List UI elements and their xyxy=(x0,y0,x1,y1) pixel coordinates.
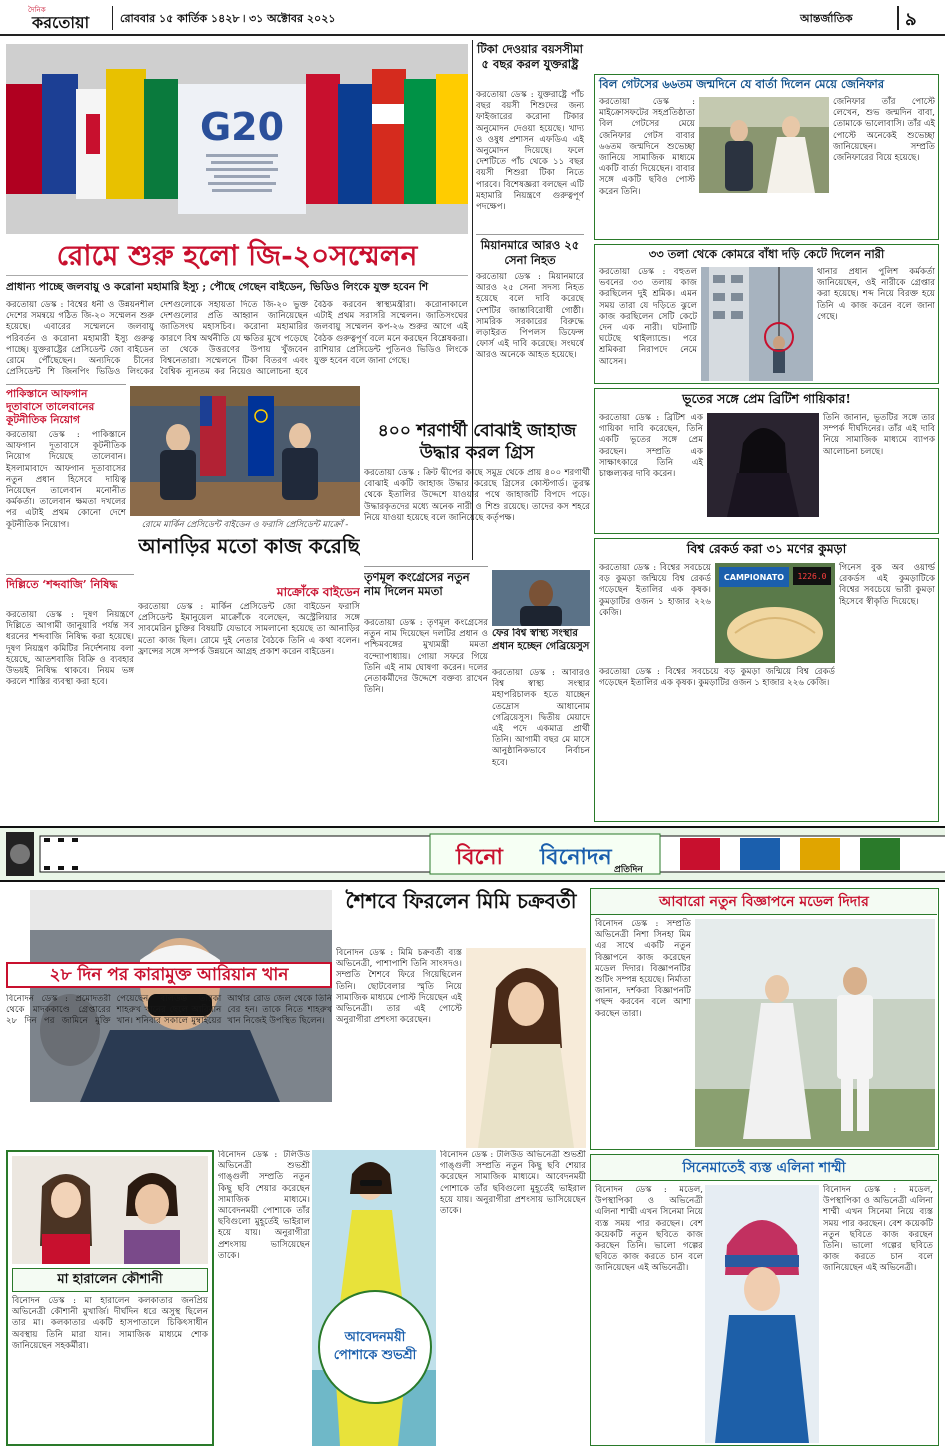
elina-headline: সিনেমাতেই ব্যস্ত এলিনা শাম্মী xyxy=(682,1160,846,1176)
koushani-photo xyxy=(12,1156,208,1264)
billgates-article xyxy=(594,74,939,240)
kolkata-article xyxy=(594,244,939,384)
afghan-article xyxy=(6,384,126,570)
g20-flags-photo xyxy=(6,44,468,234)
elina-body-right: বিনোদন ডেস্ক : মডেল, উপস্থাপিকা ও অভিনেত্রী এলিনা শাম্মী এখন সিনেমা নিয়ে ব্যস্ত সময় পার করছেন। বেশ কয়েকটি নতুন ছবিতে কাজ করছেন তিনি। ভালো গল্পের ছবিতে কাজ করতে চান বলে জানিয়েছেন এই অভিনেত্রী। xyxy=(823,1185,933,1274)
elina-photo xyxy=(705,1185,819,1443)
pumpkin-sign: CAMPIONATO xyxy=(723,573,785,582)
date-line: রোববার ১৫ কার্তিক ১৪২৮ ৷ ৩১ অক্টোবর ২০২১ xyxy=(120,12,336,25)
didar-headline: আবারো নতুন বিজ্ঞাপনে মডেল দিদার xyxy=(659,894,869,910)
g20-badge: G20 xyxy=(199,105,285,149)
ghost-headline: ভূতের সঙ্গে প্রেম ব্রিটিশ গায়িকার! xyxy=(682,391,851,406)
billgates-body-right: জেনিফার তাঁর পোস্টে লেখেন, শুভ জন্মদিন বাবা, তোমাকে ভালোবাসি। তাঁর এই পোস্টে অনেকেই শুভেচ্ছা জানিয়েছেন। সম্প্রতি জেনিফারের বিয়ে হয়েছে। xyxy=(833,97,935,164)
anari-article xyxy=(138,530,360,822)
delhi-article xyxy=(6,574,134,824)
page-number: ৯ xyxy=(905,9,917,30)
myanmar-body: করতোয়া ডেস্ক : মিয়ানমারে আরও ২৫ সেনা সদস্য নিহত হয়েছে বলে দাবি করেছে দেশটির জান্তাবিরোধী গোষ্ঠী। সামরিক সরকারের বিরুদ্ধে লড়াইরত পিপলস ডিফেন্স ফোর্স এই দাবি করেছে। সংঘর্ষে আরও অনেকে আহত হয়েছে। xyxy=(476,272,584,361)
ghost-photo xyxy=(707,413,819,517)
delhi-body: করতোয়া ডেস্ক : দূষণ নিয়ন্ত্রণে দিল্লিতে আগামী জানুয়ারি পর্যন্ত সব ধরনের শব্দবাজি নিষিদ্ধ করা হয়েছে। দূষণ নিয়ন্ত্রণ কমিটির নির্দেশনায় বলা হয়েছে, আতশবাজি বিক্রি ও ব্যবহার উভয়ই নিষিদ্ধ থাকবে। নিয়ম ভঙ্গ করলে শাস্তির ব্যবস্থা করা হবে। xyxy=(6,610,134,688)
mimi-body: বিনোদন ডেস্ক : মিমি চক্রবর্তী ব্যস্ত অভিনেত্রী, পাশাপাশি তিনি সাংসদও। সম্প্রতি শৈশবে ফিরে গিয়েছিলেন তিনি। ছোটবেলার স্মৃতি নিয়ে সামাজিক মাধ্যমে পোস্ট দিয়েছেন এই অভিনেত্রী। তার এই পোস্টে অনুরাগীরা প্রশংসা করেছেন। xyxy=(336,948,462,1026)
shubhashree-body-left: বিনোদন ডেস্ক : টলিউড অভিনেত্রী শুভশ্রী গাঙ্গুলী সম্প্রতি নতুন কিছু ছবি শেয়ার করেছেন সামাজিক মাধ্যমে। আবেদনময়ী পোশাকে তাঁর ছবিগুলো মুহূর্তেই ভাইরাল হয়ে যায়। অনুরাগীরা প্রশংসায় ভাসিয়েছেন তাকে। xyxy=(218,1150,310,1261)
shubhashree-badge xyxy=(318,1290,432,1404)
anari-headline: আনাড়ির মতো কাজ করেছি xyxy=(138,534,360,558)
pumpkin-headline: বিশ্ব রেকর্ড করা ৩১ মণের কুমড়া xyxy=(686,541,847,556)
aryan-headline-box xyxy=(6,962,332,988)
mimi-article xyxy=(336,888,586,1150)
ghost-body-right: তিনি জানান, ভূতটির সঙ্গে তার সম্পর্ক দীর্ঘদিনের। তাঁর এই দাবি নিয়ে সামাজিক মাধ্যমে ব্যাপক আলোচনা চলছে। xyxy=(823,413,935,457)
pumpkin-body-bottom: করতোয়া ডেস্ক : বিশ্বের সবচেয়ে বড় কুমড়া জন্মিয়ে বিশ্ব রেকর্ড গড়েছেন ইতালির এক কৃষক। কুমড়াটির ওজন ১ হাজার ২২৬ কেজি। xyxy=(599,667,835,689)
billgates-photo xyxy=(699,97,829,193)
g20-body-col2: দেশগুলোকে সহায়তা দিতে জি-২০ ভুক্ত দেশগুলোর প্রতি আহ্বান জানিয়েছেন জাতিসংঘ মহাসচিব। করোনা মহামারির কারণে বিশ্ব অর্থনীতি যে ক্ষতির মুখে পড়েছে তা থেকে উত্তরণের উপায় খুঁজবেন বিশ্বনেতারা। সম্মেলনে টিকা বিতরণ এবং বৈশ্বিক ন্যূনতম কর নিয়েও আলোচনা হবে xyxy=(160,300,308,378)
myanmar-article xyxy=(476,234,584,384)
who-headline: ফের বিশ্ব স্বাস্থ্য সংস্থার প্রধান হচ্ছেন গেব্রিয়েসুস xyxy=(492,628,590,652)
didar-body: বিনোদন ডেস্ক : সম্প্রতি অভিনেত্রী নিশা সিনহা মিম এর সাথে একটি নতুন বিজ্ঞাপনে কাজ করেছেন মডেল দিদার। বিজ্ঞাপনটির শুটিং সম্পন্ন হয়েছে। নির্মাতা জানান, দর্শকরা বিজ্ঞাপনটি পছন্দ করবেন বলে আশা করছেন তারা। xyxy=(595,919,691,1019)
aryan-body: বিনোদন ডেস্ক : প্রমোদতরী থেকে মাদককাণ্ডে গ্রেপ্তারের ২৮ দিন পর জামিনে মুক্তি পেয়েছেন বলিউড তারকা শাহরুখ খানের ছেলে আরিয়ান খান। শনিবার সকালে মুম্বাইয়ের আর্থার রোড জেল থেকে তিনি বের হন। তাকে নিতে শাহরুখ খান নিজেই উপস্থিত ছিলেন। xyxy=(6,994,332,1027)
tika-headline: টিকা দেওয়ার বয়সসীমা ৫ বছর করল যুক্তরাষ্ট্র xyxy=(477,42,583,71)
paper-name-small: দৈনিক xyxy=(28,6,46,14)
elina-body-left: বিনোদন ডেস্ক : মডেল, উপস্থাপিকা ও অভিনেত্রী এলিনা শাম্মী এখন সিনেমা নিয়ে ব্যস্ত সময় পার করছেন। বেশ কয়েকটি নতুন ছবিতে কাজ করছেন তিনি। ভালো গল্পের ছবিতে কাজ করতে চান বলে জানিয়েছেন এই অভিনেত্রী। xyxy=(595,1185,703,1274)
anari-subhead: মাক্রোঁকে বাইডেন xyxy=(276,585,360,599)
pumpkin-weight-display: 1226.0 xyxy=(797,572,827,581)
didar-article xyxy=(590,888,939,1150)
who-article xyxy=(492,628,590,822)
g20-headline-box xyxy=(6,238,468,276)
kolkata-body-right: থানার প্রধান পুলিশ কর্মকর্তা জানিয়েছেন, ওই নারীকে গ্রেপ্তার করা হয়েছে। শব্দ নিয়ে বিরক্ত হয়ে তিনি এ কাজ করেন বলে জানা গেছে। xyxy=(817,267,935,322)
banner-sub: প্রতিদিন xyxy=(614,865,643,875)
myanmar-headline: মিয়ানমারে আরও ২৫ সেনা নিহত xyxy=(480,238,580,267)
tika-body: করতোয়া ডেস্ক : যুক্তরাষ্ট্রে পাঁচ বছর বয়সী শিশুদের জন্য ফাইজারের করোনা টিকার অনুমোদন দেওয়া হয়েছে। খাদ্য ও ওষুধ প্রশাসন এফডিএ এই অনুমোদন দিয়েছে। ফলে দেশটিতে পাঁচ থেকে ১১ বছর বয়সী শিশুরা টিকা নিতে পারবে। বিশেষজ্ঞরা বলছেন এটি মহামারি নিয়ন্ত্রণে গুরুত্বপূর্ণ পদক্ষেপ। xyxy=(476,90,584,213)
ghost-body-left: করতোয়া ডেস্ক : ব্রিটিশ এক গায়িকা দাবি করেছেন, তিনি একটি ভূতের সঙ্গে প্রেম করছেন। সম্প্রতি এক সাক্ষাৎকারে তিনি এই চাঞ্চল্যকর দাবি করেন। xyxy=(599,413,703,480)
mimi-photo xyxy=(466,948,586,1148)
g20-body-col1: করতোয়া ডেস্ক : বিশ্বের ধনী ও উন্নয়নশীল দেশের সমন্বয়ে গঠিত জি-২০ সম্মেলন শুরু হয়েছে। এবারের সম্মেলনে জলবায়ু পরিবর্তন ও করোনা মহামারী ইস্যু গুরুত্ব পাচ্ছে। যুক্তরাষ্ট্রের প্রেসিডেন্ট জো বাইডেন রোমে পৌঁছেছেন। অন্যদিকে চীনের প্রেসিডেন্ট শি জিনপিং ভিডিও লিংকের xyxy=(6,300,154,378)
elina-article xyxy=(590,1154,939,1446)
kolkata-body-left: করতোয়া ডেস্ক : বহুতল ভবনের ৩৩ তলায় কাজ করছিলেন দুই শ্রমিক। এমন সময় তারা যে দড়িতে ঝুলে কাজ করছিলেন সেটি কেটে দেন এক নারী। ঘটনাটি ঘটেছে থাইল্যান্ডে। পরে শ্রমিকরা নিরাপদে নেমে আসেন। xyxy=(599,267,697,367)
g20-headline: রোমে শুরু হলো জি-২০সম্মেলন xyxy=(56,239,418,272)
delhi-headline: দিল্লিতে ‘শব্দবাজি’ নিষিদ্ধ xyxy=(6,578,118,591)
pumpkin-body-left: করতোয়া ডেস্ক : বিশ্বের সবচেয়ে বড় কুমড়া জন্মিয়ে বিশ্ব রেকর্ড গড়েছেন ইতালির এক কৃষক। কুমড়াটির ওজন ১ হাজার ২২৬ কেজি। xyxy=(599,563,711,618)
who-body: করতোয়া ডেস্ক : আবারও বিশ্ব স্বাস্থ্য সংস্থার মহাপরিচালক হতে যাচ্ছেন তেদ্রোস আধানোম গেব্রিয়েসুস। দ্বিতীয় মেয়াদে এই পদে একমাত্র প্রার্থী তিনি। আগামী বছর মে মাসে আনুষ্ঠানিকভাবে নির্বাচন হবে। xyxy=(492,668,590,768)
ghost-article xyxy=(594,388,939,534)
kolkata-headline: ৩৩ তলা থেকে কোমরে বাঁধা দড়ি কেটে দিলেন নারী xyxy=(648,247,885,261)
tika-article xyxy=(476,42,584,232)
biden-macron-caption: রোমে মার্কিন প্রেসিডেন্ট বাইডেন ও ফরাসি প্রেসিডেন্ট মাক্রোঁ - xyxy=(141,520,349,530)
tedros-photo xyxy=(492,570,590,626)
paper-name: করতোয়া xyxy=(32,13,90,30)
banner-word-left: বিনো xyxy=(456,844,503,870)
section-name: আন্তর্জাতিক xyxy=(800,12,853,25)
afghan-body: করতোয়া ডেস্ক : পাকিস্তানে আফগান দূতাবাসে কূটনীতিক নিয়োগ দিয়েছে তালেবান। ইসলামাবাদে আফগান দূতাবাসের নতুন প্রধান হিসেবে দায়িত্ব নিয়েছেন তালেবান মনোনীত কর্মকর্তা। তালেবান ক্ষমতা দখলের পর এটাই প্রথম কোনো দেশে কূটনীতিক নিয়োগ। xyxy=(6,430,126,530)
koushani-headline: মা হারালেন কৌশানী xyxy=(57,1272,163,1287)
g20-body-col3: বৈঠক করবেন স্বাস্থ্যমন্ত্রীরা। করোনাকালে এটাই প্রথম সরাসরি সম্মেলন। জাতিসংঘের জলবায়ু সম্মেলন কপ-২৬ শুরুর আগে এই বৈঠক গুরুত্বপূর্ণ বলে মনে করছেন বিশ্লেষকরা। রাশিয়ার প্রেসিডেন্ট পুতিনও ভিডিও লিংকে যুক্ত হবেন বলে জানা গেছে। xyxy=(314,300,468,367)
greece-headline: ৪০০ শরণার্থী বোঝাই জাহাজ উদ্ধার করল গ্রিস xyxy=(377,421,577,463)
koushani-article xyxy=(6,1150,214,1446)
shubhashree-badge-text: আবেদনময়ী পোশাকে শুভশ্রী xyxy=(333,1330,417,1363)
aryan-headline: ২৮ দিন পর কারামুক্ত আরিয়ান খান xyxy=(49,965,289,985)
pumpkin-article xyxy=(594,538,939,822)
masthead xyxy=(0,0,945,36)
trinamool-headline: তৃণমূল কংগ্রেসের নতুন নাম দিলেন মমতা xyxy=(364,570,470,598)
banner-word-right: বিনোদন xyxy=(540,844,612,870)
billgates-headline: বিল গেটসের ৬৬তম জন্মদিনে যে বার্তা দিলেন মেয়ে জেনিফার xyxy=(599,77,885,91)
greece-article xyxy=(364,420,590,562)
afghan-headline: পাকিস্তানে আফগান দূতাবাসে তালেবানের কূটনীতিক নিয়োগ xyxy=(6,388,95,426)
trinamool-article xyxy=(364,566,488,822)
trinamool-body: করতোয়া ডেস্ক : তৃণমূল কংগ্রেসের নতুন নাম দিয়েছেন দলটির প্রধান ও পশ্চিমবঙ্গের মুখ্যমন্ত্রী মমতা বন্দ্যোপাধ্যায়। গোয়া সফরে গিয়ে তিনি এই নাম ঘোষণা করেন। দলের নেতাকর্মীদের উদ্দেশে বক্তব্য রাখেন তিনি। xyxy=(364,618,488,696)
pumpkin-body-right: গিনেস বুক অব ওয়ার্ল্ড রেকর্ডস এই কুমড়াটিকে বিশ্বের সবচেয়ে ভারী কুমড়া হিসেবে স্বীকৃতি দিয়েছে। xyxy=(839,563,935,607)
billgates-body-left: করতোয়া ডেস্ক : মাইক্রোসফটের সহপ্রতিষ্ঠাতা বিল গেটসের মেয়ে জেনিফার গেটস বাবার ৬৬তম জন্মদিনে শুভেচ্ছা জানিয়ে সামাজিক মাধ্যমে একটি বার্তা দিয়েছেন। বাবার সঙ্গে একটি ছবিও পোস্ট করেন তিনি। xyxy=(599,97,695,197)
shubhashree-body-right: বিনোদন ডেস্ক : টলিউড অভিনেত্রী শুভশ্রী গাঙ্গুলী সম্প্রতি নতুন কিছু ছবি শেয়ার করেছেন সামাজিক মাধ্যমে। আবেদনময়ী পোশাকে তাঁর ছবিগুলো মুহূর্তেই ভাইরাল হয়ে যায়। অনুরাগীরা প্রশংসায় ভাসিয়েছেন তাকে। xyxy=(440,1150,586,1217)
anari-body: করতোয়া ডেস্ক : মার্কিন প্রেসিডেন্ট জো বাইডেন ফরাসি প্রেসিডেন্ট ইমানুয়েল মাক্রোঁকে বলেছেন, অস্ট্রেলিয়ার সঙ্গে সাবমেরিন চুক্তির বিষয়টি যেভাবে সামলানো হয়েছে তা আনাড়ির মতো কাজ ছিল। রোমে দুই নেতার বৈঠকে তিনি এ কথা বলেন। ফ্রান্সের সঙ্গে সম্পর্ক উন্নয়নে আগ্রহ প্রকাশ করেন বাইডেন। xyxy=(138,602,360,657)
biden-macron-photo xyxy=(130,386,360,516)
didar-photo xyxy=(695,919,935,1147)
entertainment-banner xyxy=(0,826,945,882)
g20-subhead: প্রাধান্য পাচ্ছে জলবায়ু ও করোনা মহামারি ইস্যু ; পৌছে গেছেন বাইডেন, ভিডিও লিংকে যুক্ত হবেন শি xyxy=(6,281,429,293)
koushani-body: বিনোদন ডেস্ক : মা হারালেন কলকাতার জনপ্রিয় অভিনেত্রী কৌশানী মুখার্জি। দীর্ঘদিন ধরে অসুস্থ ছিলেন তার মা। কলকাতার একটি হাসপাতালে চিকিৎসাধীন অবস্থায় তিনি মারা যান। সামাজিক মাধ্যমে শোক জানিয়েছেন সহকর্মীরা। xyxy=(12,1296,208,1351)
mimi-headline: শৈশবে ফিরলেন মিমি চক্রবর্তী xyxy=(345,889,577,913)
pumpkin-photo xyxy=(715,563,835,663)
greece-body: করতোয়া ডেস্ক : ক্রিট দ্বীপের কাছে সমুদ্র থেকে প্রায় ৪০০ শরণার্থী বোঝাই একটি জাহাজ উদ্ধার করেছে গ্রিসের কোস্টগার্ড। তুরস্ক থেকে ইতালির উদ্দেশে যাওয়ার পথে জাহাজটি বিপদে পড়ে। উদ্ধারকৃতদের মধ্যে অনেক নারী ও শিশু রয়েছে। তাদের কস শহরে নিয়ে যাওয়া হয়েছে বলে জানিয়েছে কর্তৃপক্ষ। xyxy=(364,468,590,523)
kolkata-photo xyxy=(701,267,813,381)
